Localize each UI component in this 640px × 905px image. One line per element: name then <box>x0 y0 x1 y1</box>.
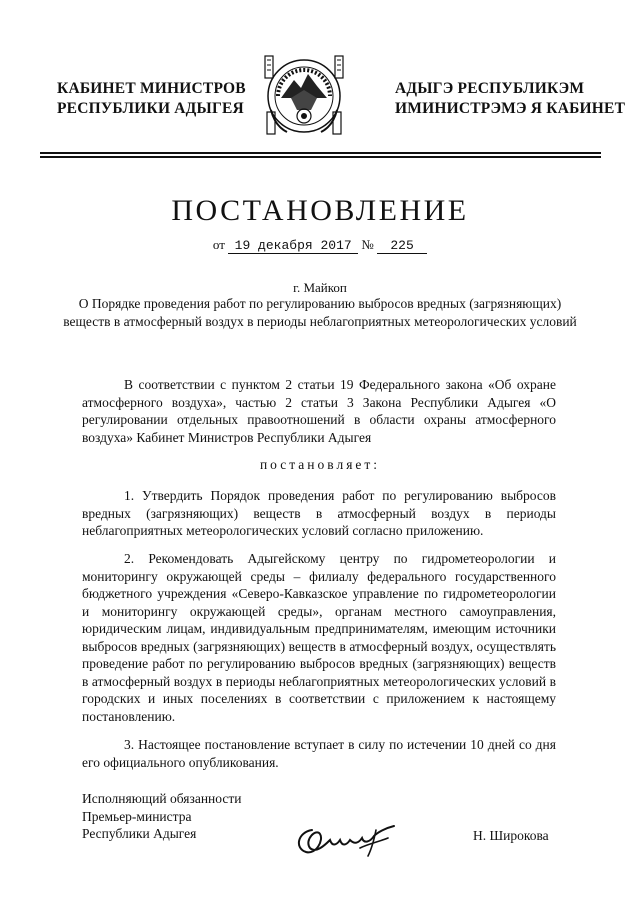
document-number: 225 <box>390 238 414 253</box>
header-divider <box>40 152 601 154</box>
signatory-line-3: Республики Адыгея <box>82 826 197 841</box>
handwritten-signature <box>290 818 400 863</box>
issuer-name-russian <box>57 79 246 119</box>
document-title: ПОСТАНОВЛЕНИЕ <box>171 194 469 227</box>
preamble-paragraph: В соответствии с пунктом 2 статьи 19 Федерального закона «Об охране атмосферного воздуха», частью 2 статьи 3 Закона Республики Адыгея «О регулировании отдельных правоотношений в области охраны атмосферного воздуха» Кабинет Министров Республики Адыгея <box>82 377 556 445</box>
issuer-name-adyghe <box>395 79 625 119</box>
date-number-line <box>0 237 640 254</box>
signer-name: Н. Широкова <box>473 828 549 843</box>
date-prefix: от <box>212 237 225 252</box>
document-subject: О Порядке проведения работ по регулированию выбросов вредных (загрязняющих) веществ в атмосферный воздух в периоды неблагоприятных метеорологических условий <box>63 296 577 329</box>
signatory-title <box>82 790 241 843</box>
item-1-paragraph: 1. Утвердить Порядок проведения работ по регулированию выбросов вредных (загрязняющих) веществ в атмосферный воздух в периоды неблагоприятных метеорологических условий согласно приложению. <box>82 488 556 538</box>
issuer-line-2: РЕСПУБЛИКИ АДЫГЕЯ <box>57 100 244 117</box>
coat-of-arms-icon <box>261 50 347 140</box>
document-city: г. Майкоп <box>293 280 347 295</box>
decree-word: постановляет: <box>259 457 381 472</box>
item-2-paragraph: 2. Рекомендовать Адыгейскому центру по гидрометеорологии и мониторингу окружающей среды – филиалу федерального государственного бюджетного учреждения «Северо-Кавказское управление по гидрометеорологии и мониторингу окружающей среды», органам местного самоуправления, юридическим лицам, индивидуальным предпринимателям, имеющим источники выбросов вредных (загрязняющих) веществ в атмосферный воздух, осуществлять проведение работ по регулированию выбросов вредных (загрязняющих) веществ в атмосферный воздух в периоды неблагоприятных метеорологических условий в городских и иных поселениях в соответствии с приложением к настоящему постановлению. <box>82 551 556 724</box>
signatory-line-1: Исполняющий обязанности <box>82 791 242 806</box>
header-divider-thin <box>40 156 601 158</box>
number-prefix: № <box>361 237 374 252</box>
issuer-line-1: АДЫГЭ РЕСПУБЛИКЭМ <box>395 80 585 97</box>
document-date: 19 декабря 2017 <box>234 238 352 253</box>
item-3-paragraph: 3. Настоящее постановление вступает в силу по истечении 10 дней со дня его официального опубликования. <box>82 737 556 770</box>
issuer-line-1: КАБИНЕТ МИНИСТРОВ <box>57 80 246 97</box>
signatory-line-2: Премьер-министра <box>82 808 192 824</box>
issuer-line-2: ИМИНИСТРЭМЭ Я КАБИНЕТ <box>395 100 626 117</box>
